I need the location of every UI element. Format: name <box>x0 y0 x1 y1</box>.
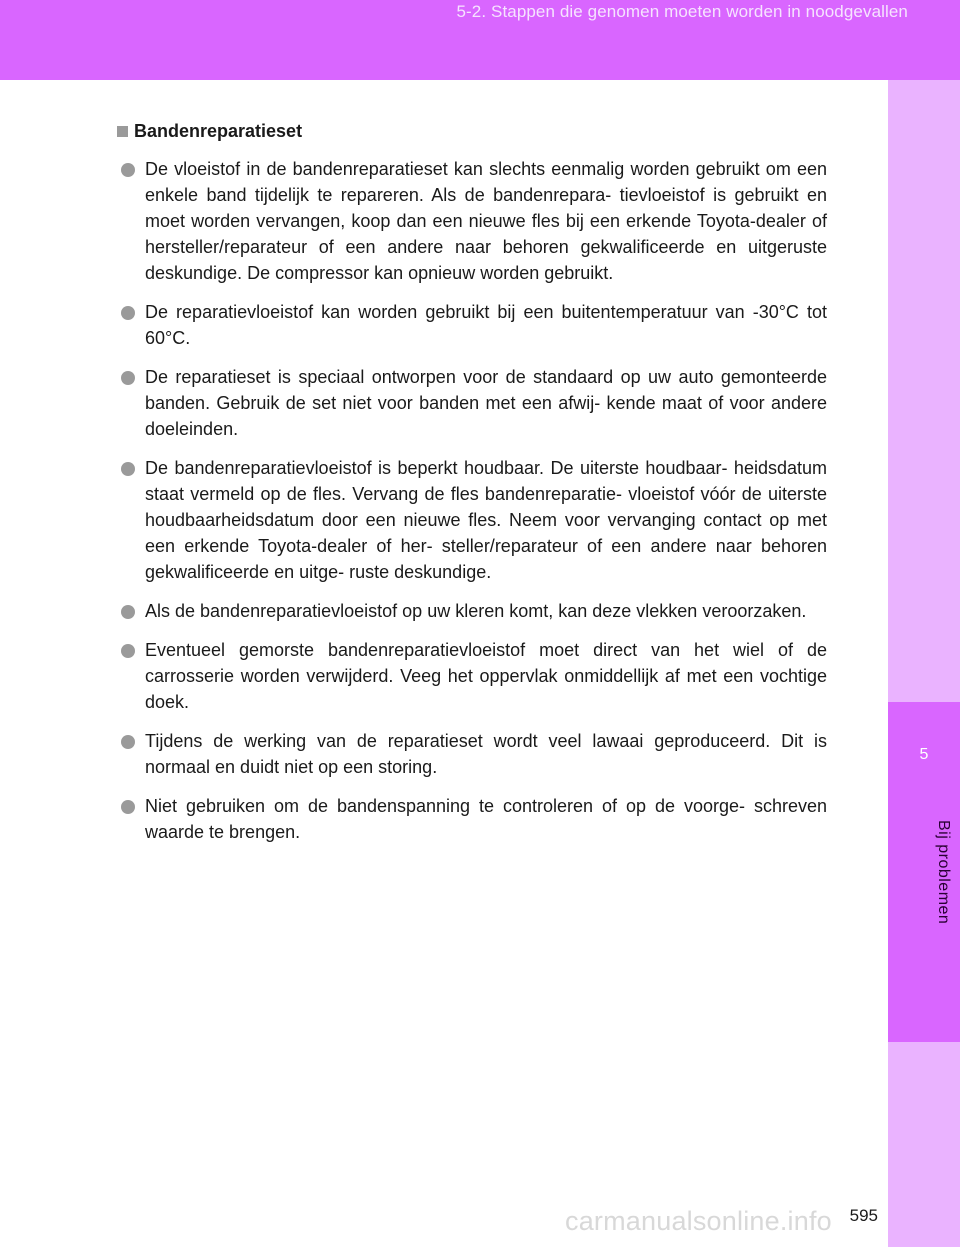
list-item <box>117 728 827 780</box>
watermark: carmanualsonline.info <box>565 1206 832 1236</box>
bullet-dot-icon <box>121 371 135 385</box>
list-item <box>117 793 827 845</box>
list-item-text: Eventueel gemorste bandenreparatievloeistof moet direct van het wiel of de carrosserie worden verwijderd. Veeg het oppervlak onmiddellijk af met een vochtige doek. <box>145 640 827 712</box>
list-item <box>117 364 827 442</box>
list-item <box>117 598 827 624</box>
chapter-side-tab <box>888 80 960 1247</box>
page-number: 595 <box>849 1206 878 1225</box>
bullet-dot-icon <box>121 306 135 320</box>
section-title: 5-2. Stappen die genomen moeten worden in noodgevallen <box>456 2 908 21</box>
chapter-label: Bij problemen <box>935 820 952 925</box>
bullet-dot-icon <box>121 800 135 814</box>
list-item <box>117 637 827 715</box>
bullet-dot-icon <box>121 735 135 749</box>
bullet-dot-icon <box>121 605 135 619</box>
list-item <box>117 455 827 585</box>
section-heading <box>117 118 827 144</box>
list-item-text: Tijdens de werking van de reparatieset wordt veel lawaai geproduceerd. Dit is normaal en duidt niet op een storing. <box>145 731 827 777</box>
bullet-dot-icon <box>121 163 135 177</box>
list-item <box>117 299 827 351</box>
section-heading-text: Bandenreparatieset <box>134 121 303 141</box>
bullet-list <box>117 156 827 845</box>
list-item-text: Als de bandenreparatievloeistof op uw kleren komt, kan deze vlekken veroorzaken. <box>145 601 807 621</box>
list-item-text: Niet gebruiken om de bandenspanning te controleren of op de voorge- schreven waarde te brengen. <box>145 796 827 842</box>
list-item-text: De reparatievloeistof kan worden gebruikt bij een buitentemperatuur van -30°C tot 60°C. <box>145 302 827 348</box>
list-item-text: De reparatieset is speciaal ontworpen voor de standaard op uw auto gemonteerde banden. Gebruik de set niet voor banden met een afwij- kende maat of voor andere doeleinden. <box>145 367 827 439</box>
square-bullet-icon <box>117 126 128 137</box>
bullet-dot-icon <box>121 644 135 658</box>
bullet-dot-icon <box>121 462 135 476</box>
list-item-text: De bandenreparatievloeistof is beperkt houdbaar. De uiterste houdbaar- heidsdatum staat vermeld op de fles. Vervang de fles bandenreparatie- vloeistof vóór de uiterste houdbaarheidsdatum door een nieuwe fles. Neem voor vervanging contact op met een erkende Toyota-dealer of her- steller/reparateur of een andere naar behoren gekwalificeerde en uitge- ruste deskundige. <box>145 458 827 582</box>
list-item <box>117 156 827 286</box>
list-item-text: De vloeistof in de bandenreparatieset kan slechts eenmalig worden gebruikt om een enkele band tijdelijk te repareren. Als de bandenrepara- tievloeistof is gebruikt en moet worden vervangen, koop dan een nieuwe fles bij een erkende Toyota-dealer of hersteller/reparateur of een andere naar behoren gekwalificeerde en uitgeruste deskundige. De compressor kan opnieuw worden gebruikt. <box>145 159 827 283</box>
chapter-number: 5 <box>919 746 929 763</box>
page-content <box>117 118 827 858</box>
header-band <box>0 0 960 80</box>
